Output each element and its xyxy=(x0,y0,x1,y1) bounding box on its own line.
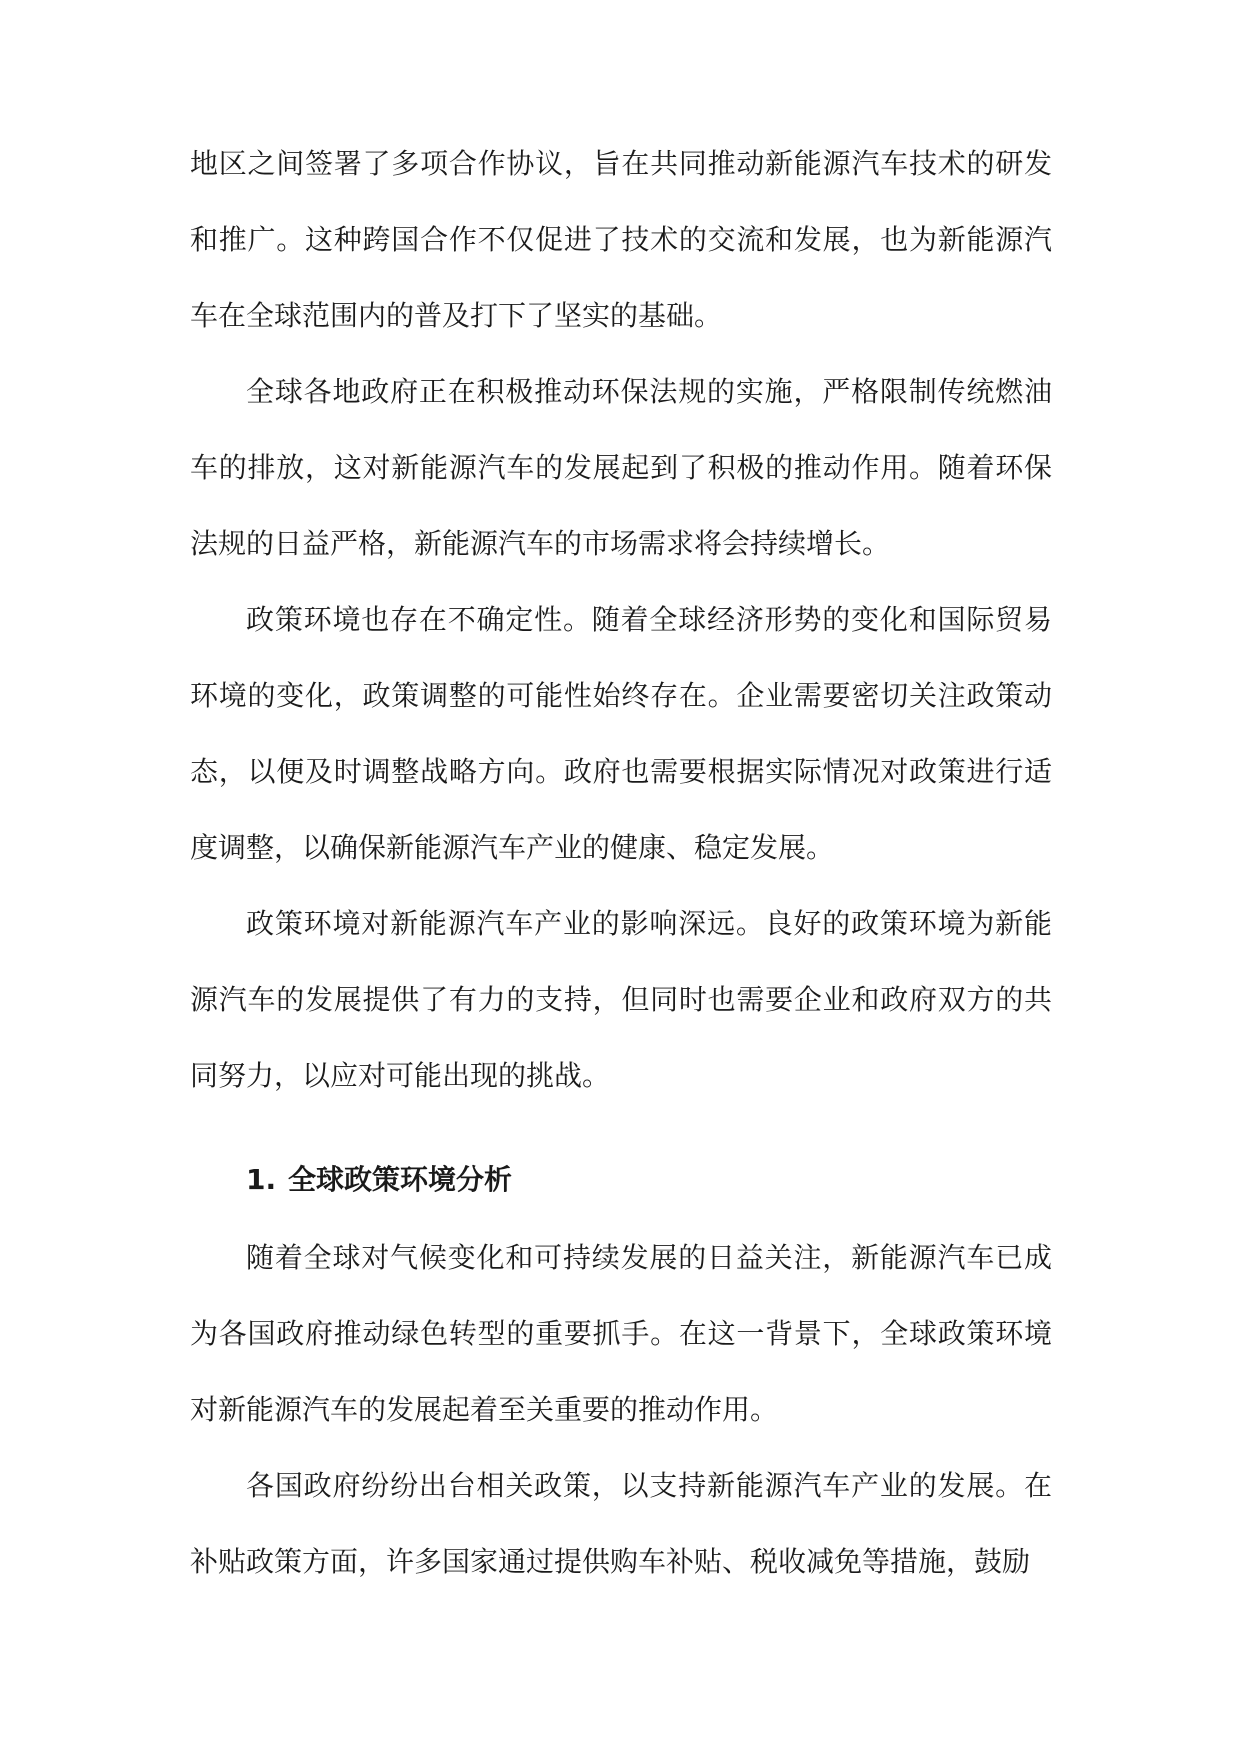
section-heading-title: 全球政策环境分析 xyxy=(288,1163,513,1196)
paragraph-environmental-regulations: 全球各地政府正在积极推动环保法规的实施，严格限制传统燃油车的排放，这对新能源汽车的发展起到了积极的推动作用。随着环保法规的日益严格，新能源汽车的市场需求将会持续增长。 xyxy=(190,375,1052,560)
section-heading xyxy=(190,1140,1052,1220)
paragraph-policy-impact: 政策环境对新能源汽车产业的影响深远。良好的政策环境为新能源汽车的发展提供了有力的支持，但同时也需要企业和政府双方的共同努力，以应对可能出现的挑战。 xyxy=(190,907,1052,1092)
document-page xyxy=(190,134,1052,1600)
section-heading-number: 1. xyxy=(246,1163,277,1196)
paragraph-subsidy-policies: 各国政府纷纷出台相关政策，以支持新能源汽车产业的发展。在补贴政策方面，许多国家通过提供购车补贴、税收减免等措施，鼓励 xyxy=(190,1469,1052,1578)
paragraph-global-focus: 随着全球对气候变化和可持续发展的日益关注，新能源汽车已成为各国政府推动绿色转型的重要抓手。在这一背景下，全球政策环境对新能源汽车的发展起着至关重要的推动作用。 xyxy=(190,1241,1052,1426)
paragraph-continuation: 地区之间签署了多项合作协议，旨在共同推动新能源汽车技术的研发和推广。这种跨国合作不仅促进了技术的交流和发展，也为新能源汽车在全球范围内的普及打下了坚实的基础。 xyxy=(190,147,1052,332)
paragraph-policy-uncertainty: 政策环境也存在不确定性。随着全球经济形势的变化和国际贸易环境的变化，政策调整的可能性始终存在。企业需要密切关注政策动态，以便及时调整战略方向。政府也需要根据实际情况对政策进行适度调整，以确保新能源汽车产业的健康、稳定发展。 xyxy=(190,603,1052,864)
